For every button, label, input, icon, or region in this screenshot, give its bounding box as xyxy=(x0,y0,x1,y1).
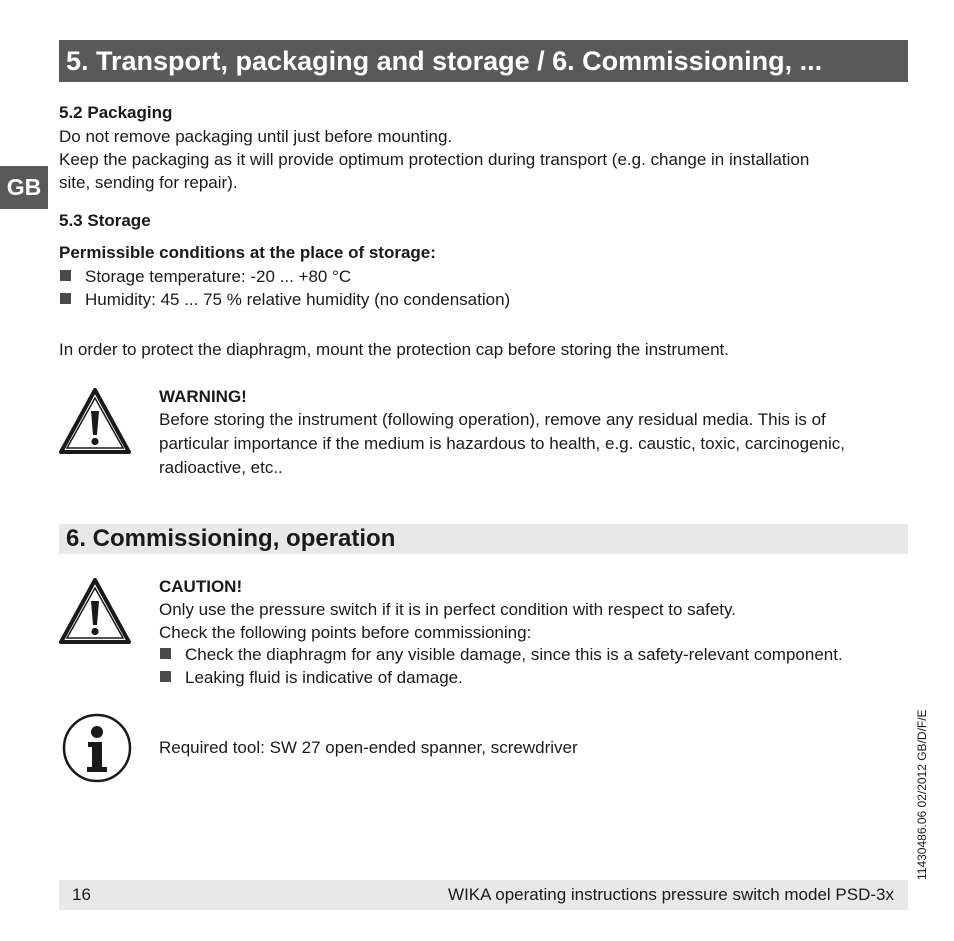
info-circle-icon xyxy=(60,712,134,784)
storage-bullet-humidity: Humidity: 45 ... 75 % relative humidity (no condensation) xyxy=(85,290,511,309)
page-title-banner: 5. Transport, packaging and storage / 6. Commissioning, ... xyxy=(59,40,908,82)
warning-text-2: particular importance if the medium is hazardous to health, e.g. caustic, toxic, carcinogenic, xyxy=(159,434,846,453)
bullet-marker xyxy=(160,671,171,682)
caution-bullet-leaking: Leaking fluid is indicative of damage. xyxy=(185,668,463,687)
section-5-2-heading: 5.2 Packaging xyxy=(59,103,173,122)
footer-title: WIKA operating instructions pressure switch model PSD-3x xyxy=(448,885,894,904)
page-footer xyxy=(59,880,908,910)
caution-label: CAUTION! xyxy=(159,577,243,596)
caution-bullet-diaphragm: Check the diaphragm for any visible damage, since this is a safety-relevant component. xyxy=(185,645,843,664)
storage-bullet-temperature: Storage temperature: -20 ... +80 °C xyxy=(85,267,352,286)
warning-text-1: Before storing the instrument (following operation), remove any residual media. This is of xyxy=(159,410,826,429)
document-id: 11430486.06 02/2012 GB/D/F/E xyxy=(915,709,929,880)
caution-text-2: Check the following points before commissioning: xyxy=(159,623,532,642)
warning-label: WARNING! xyxy=(159,387,247,406)
storage-note: In order to protect the diaphragm, mount the protection cap before storing the instrument. xyxy=(59,340,729,359)
bullet-marker xyxy=(60,270,71,281)
section-5-3-heading: 5.3 Storage xyxy=(59,211,151,230)
caution-text-1: Only use the pressure switch if it is in perfect condition with respect to safety. xyxy=(159,600,736,619)
section-6-heading: 6. Commissioning, operation xyxy=(59,524,908,554)
caution-triangle-icon xyxy=(58,577,132,645)
page-number: 16 xyxy=(72,885,91,904)
packaging-text-1: Do not remove packaging until just before mounting. xyxy=(59,127,453,146)
language-tab: GB xyxy=(0,166,48,209)
bullet-marker xyxy=(160,648,171,659)
info-text: Required tool: SW 27 open-ended spanner, screwdriver xyxy=(159,738,578,757)
warning-triangle-icon xyxy=(58,387,132,455)
packaging-text-2: Keep the packaging as it will provide optimum protection during transport (e.g. change in installation xyxy=(59,150,810,169)
packaging-text-3: site, sending for repair). xyxy=(59,173,238,192)
bullet-marker xyxy=(60,293,71,304)
storage-conditions-heading: Permissible conditions at the place of storage: xyxy=(59,243,436,262)
warning-text-3: radioactive, etc.. xyxy=(159,458,283,477)
